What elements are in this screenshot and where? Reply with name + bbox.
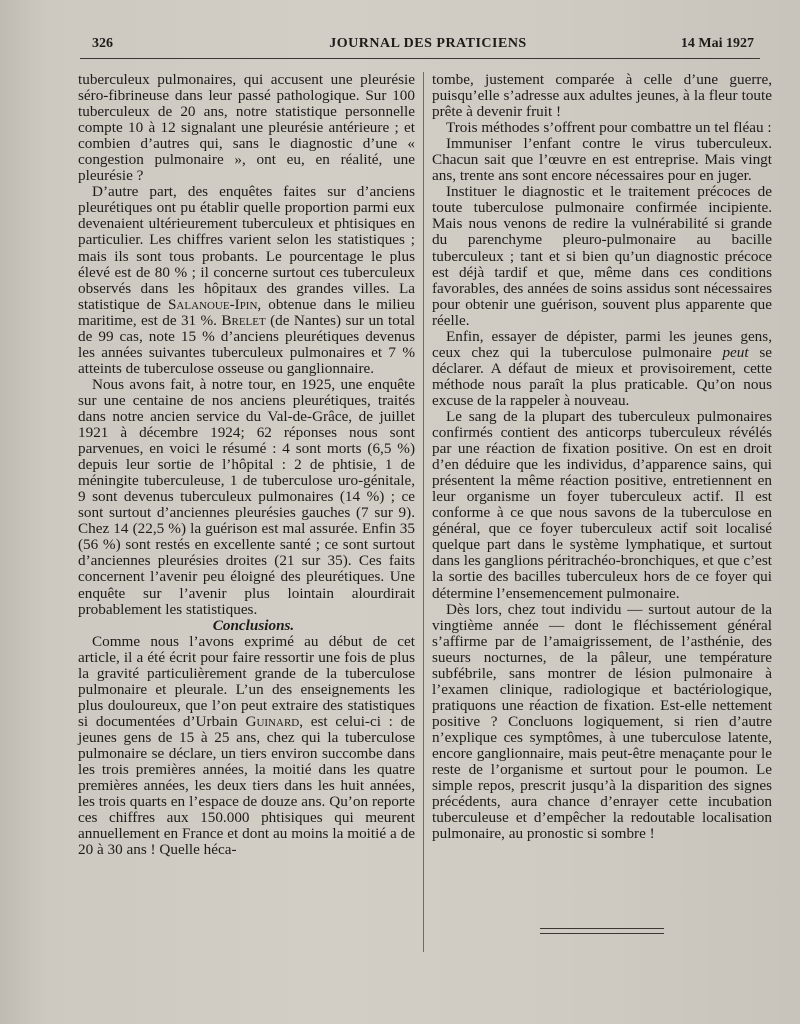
paragraph: Nous avons fait, à notre tour, en 1925, une enquête sur une centaine de nos anciens pleurétiques, traités dans notre ancien service du Val-de-Grâce, de juillet 1921 à décembre 1924; 62 réponses nous sont parvenues, en voici le résumé : 4 sont morts (6,5 %) depuis leur sortie de l’hôpital : 2 de phtisie, 1 de méningite tuberculeuse, 1 de tuberculose uro-génitale, 9 sont devenus tuberculeux pulmonaires (14 %) ; ce sont surtout d’anciennes pleurésies gauches (7 sur 9). Chez 14 (22,5 %) la guérison est mal assurée. Enfin 35 (56 %) sont restés en excellente santé ; ce sont surtout d’anciennes pleurésies droites (21 sur 35). Ces faits concernent l’avenir peu éloigné des pleurétiques. Une enquête sur l’avenir plus lointain alourdirait probablement les statistiques. <box>78 375 415 618</box>
paragraph <box>432 329 772 409</box>
paragraph: tuberculeux pulmonaires, qui accusent une pleurésie séro-fibrineuse dans leur passé pathologique. Sur 100 tuberculeux de 20 ans, notre statistique personnelle compte 10 à 12 signalant une pleurésie antérieure ; et combien d’autres qui, sans le diagnostic d’une « congestion pulmonaire », ont eu, en réalité, une pleurésie ? <box>78 71 415 185</box>
author-name: Salanoue-Ipin <box>167 295 258 313</box>
left-column <box>78 72 415 858</box>
header-rule <box>80 58 760 59</box>
paragraph: Dès lors, chez tout individu — surtout autour de la vingtième année — dont le fléchissement général s’affirme par de l’amaigrissement, de l’asthénie, des sueurs nocturnes, de la pâleur, une température subfébrile, sans montrer de lésion pulmonaire à l’examen clinique, radiologique et bactériologique, pratiquons une réaction de fixation. Est-elle nettement positive ? Concluons logiquement, si rien d’autre n’explique ces symptômes, à une tuberculose latente, encore ganglionnaire, mais peut-être menaçante pour le reste de l’organisme et surtout pour le poumon. Le simple repos, prescrit jusqu’à la disparition des signes précédents, aura chance d’enrayer cette incubation tuberculeuse et d’empêcher la redoutable localisation pulmonaire, au pronostic si sombre ! <box>432 600 772 843</box>
author-name: Guinard <box>245 712 300 730</box>
author-name: Brelet <box>221 311 266 329</box>
page-number: 326 <box>92 36 113 51</box>
paragraph-text: , obtenue dans le milieu maritime, est de 31 %. <box>78 295 415 329</box>
issue-date: 14 Mai 1927 <box>680 36 754 51</box>
paragraph: Trois méthodes s’offrent pour combattre un tel fléau : <box>446 119 772 137</box>
paragraph <box>78 634 415 859</box>
paragraph <box>78 184 415 377</box>
column-divider <box>423 72 424 952</box>
paragraph-text: Enfin, essayer de dépister, parmi les jeunes gens, ceux chez qui la tuberculose pulmonaire <box>432 327 772 361</box>
paragraph-text: (de Nantes) sur un total de 99 cas, note 15 % d’anciens pleurétiques devenus les années suivantes tuberculeux pulmonaires et 7 % atteints de tuberculose osseuse ou ganglionnaire. <box>78 311 415 377</box>
journal-title: JOURNAL DES PRATICIENS <box>329 36 527 51</box>
paragraph-text: se déclarer. A défaut de mieux et provisoirement, cette méthode nous paraît la plus praticable. Qu’on nous excuse de la rappeler à nouveau. <box>432 343 772 409</box>
right-column <box>432 72 772 842</box>
paragraph-text: Comme nous l’avons exprimé au début de cet article, il a été écrit pour faire ressortir une fois de plus la gravité particulièrement grande de la tuberculose pulmonaire et pleurale. L’un des enseignements les plus douloureux, que l’on peut extraire des statistiques si documentées d’Urbain <box>78 632 415 730</box>
paragraph: Immuniser l’enfant contre le virus tuberculeux. Chacun sait que l’œuvre en est entreprise. Mais vingt ans, trente ans sont encore nécessaires pour en juger. <box>432 135 772 185</box>
paragraph: Le sang de la plupart des tuberculeux pulmonaires confirmés contient des anticorps tuberculeux révélés par une réaction de fixation positive. On est en droit d’en déduire que les individus, d’apparence sains, qui présentent la même réaction positive, entretiennent en leur organisme un foyer tuberculeux actif. Il est conforme à ce que nous savons de la tuberculose en général, que ce foyer tuberculeux actif soit localisé quelque part dans le système lymphatique, et surtout dans les ganglions péritrachéo-bronchiques, et que c’est la sortie des bacilles tuberculeux hors de ce foyer qui détermine l’ensemencement pulmonaire. <box>432 407 772 602</box>
emphasis: peut <box>722 343 749 361</box>
paragraph: tombe, justement comparée à celle d’une guerre, puisqu’elle s’adresse aux adultes jeunes, à la fleur toute prête à devenir fruit ! <box>432 71 772 121</box>
running-header <box>92 36 764 58</box>
paragraph: Instituer le diagnostic et le traitement précoces de toute tuberculose pulmonaire confirmée incipiente. Mais nous venons de redire la vulnérabilité si grande du parenchyme pleuro-pulmonaire au bacille tuberculeux ; tant et si bien qu’un diagnostic précoce est déjà tardif et que, même dans ces conditions favorables, des années de soins assidus sont nécessaires pour obtenir une guérison, souvent plus apparente que réelle. <box>432 183 772 329</box>
paragraph-text: D’autre part, des enquêtes faites sur d’anciens pleurétiques ont pu établir quelle proportion parmi eux devenaient ultérieurement tuberculeux et phtisiques en particulier. Les chiffres varient selon les statistiques ; mais ils sont tous probants. Le pourcentage le plus élevé est de 80 % ; il concerne surtout ces tuberculeux observés dans les hôpitaux des grandes villes. La statistique de <box>78 183 415 313</box>
section-heading: Conclusions. <box>212 616 295 634</box>
paragraph-text: , est celui-ci : de jeunes gens de 15 à 25 ans, chez qui la tuberculose pulmonaire se déclare, un tiers environ succombe dans les trois premières années, la moitié dans les quatre premières années, les deux tiers dans les huit années, les trois quarts en l’espace de douze ans. Qu’on reporte ces chiffres aux 150.000 phtisiques qui meurent annuellement en France et dont au moins la moitié a de 20 à 30 ans ! Quelle héca- <box>78 712 415 859</box>
end-of-article-rule <box>540 928 664 934</box>
